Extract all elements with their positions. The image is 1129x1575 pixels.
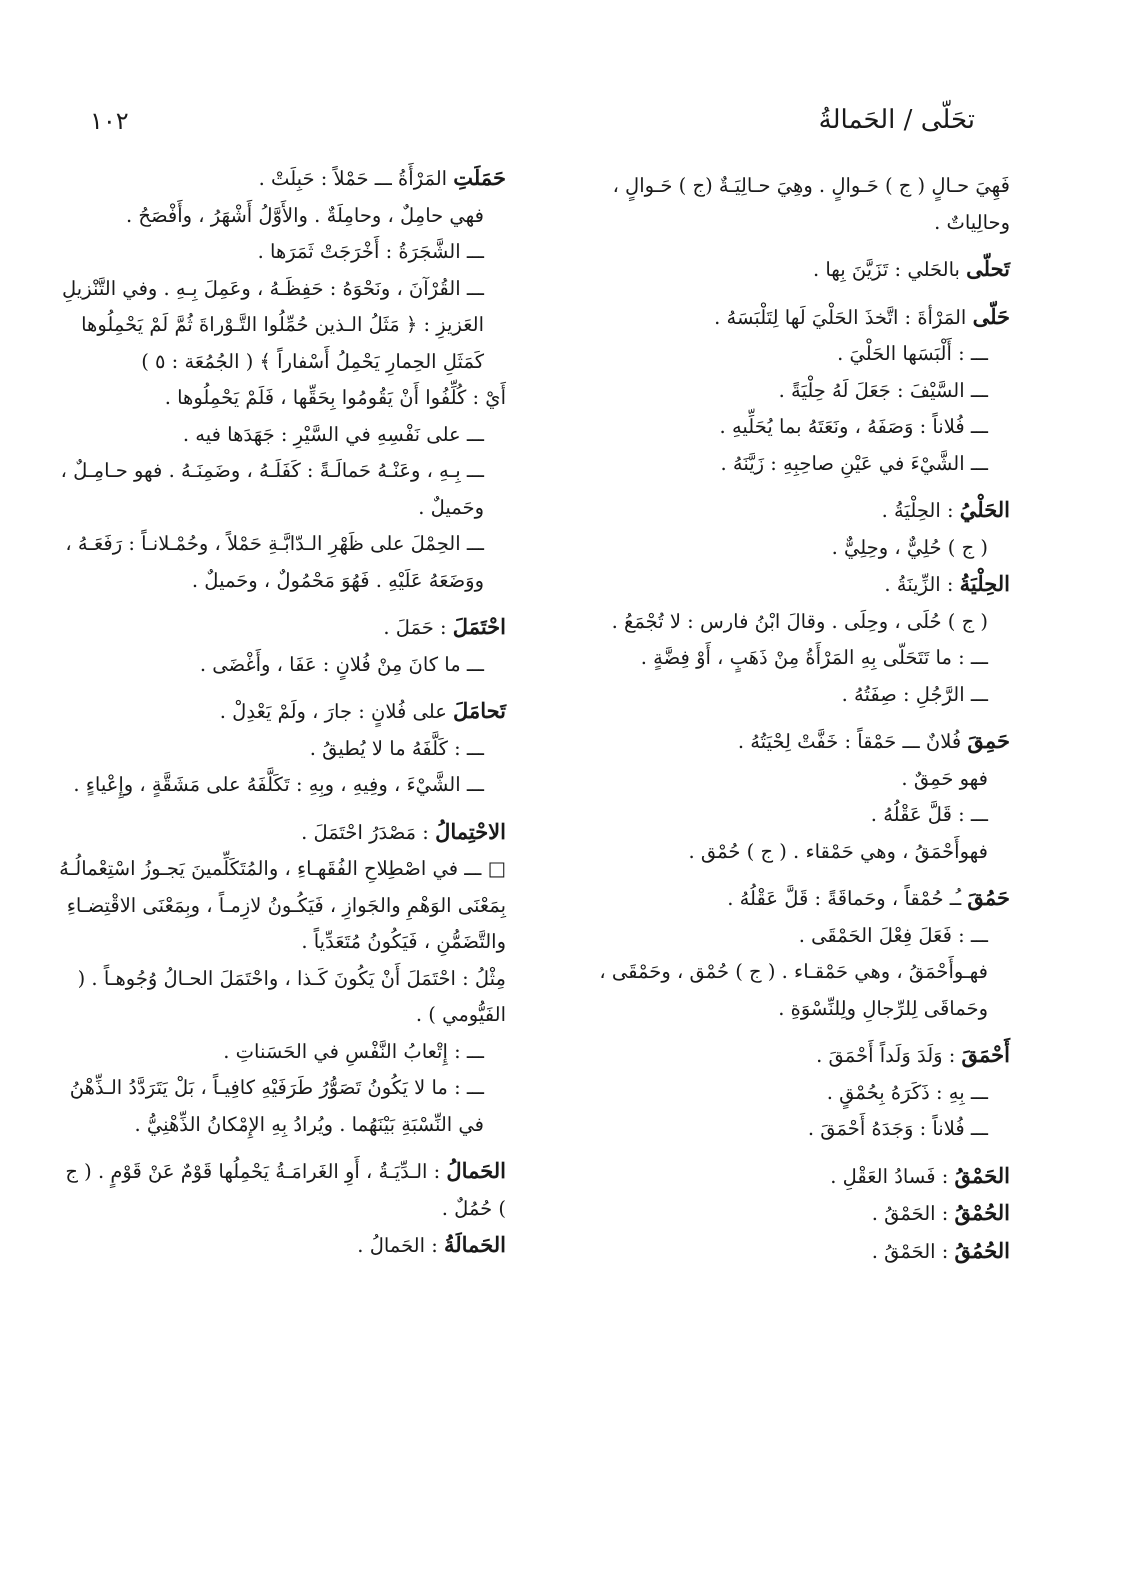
definition-text: ـــ : قَلَّ عَقْلُهُ . <box>870 803 988 826</box>
definition-text: مِثْلُ : احْتَمَلَ أَنْ يَكُونَ كَـذا ، واحْتَمَلَ الحـالُ وُجُوهـاً . ( الفَيُّومي ) . <box>77 966 506 1026</box>
dictionary-entry <box>568 723 1010 761</box>
definition-text: ـــ القُرْآنَ ، ونَحْوَهُ : حَفِظَـهُ ، وعَمِلَ بِـهِ . وفي التَّنْزيلِ العَزيزِ : ﴿ مَثَلُ الـذين حُمِّلُوا التَّـوْراةَ ثُمَّ لَمْ يَحْمِلُوها كَمَثَلِ الحِمارِ يَحْمِلُ أَسْفاراً ﴾ ( الجُمُعَة : ٥ ) <box>62 276 484 373</box>
dictionary-entry <box>568 797 1010 834</box>
dictionary-entry <box>58 160 506 198</box>
definition-text: فهـوأَحْمَقُ ، وهي حَمْقـاء . ( ج ) حُمْق ، وحَمْقَى ، وحَماقَى لِلرِّجالِ ولِلنِّسْوَةِ . <box>599 960 988 1020</box>
definition-text: بالحَلي : تَزَيَّنَ بِها . <box>812 258 967 281</box>
definition-text: ـــ السَّيْفَ : جَعَلَ لَهُ حِلْيَةً . <box>778 378 988 402</box>
dictionary-entry <box>568 640 1010 677</box>
definition-text: ـــ : أَلْبَسَها الحَلْيَ . <box>837 342 988 365</box>
headword: تَحلّى <box>966 256 1010 281</box>
dictionary-entry <box>568 530 1010 567</box>
definition-text: ـــ : إِتْعابُ النَّفْسِ في الحَسَناتِ . <box>223 1039 484 1063</box>
definition-text: : الـدِّيَـةُ ، أَوِ الغَرامَـةُ يَحْمِلُها قَوْمٌ عَنْ قَوْمٍ . ( ج ) حُمُلٌ . <box>65 1160 506 1220</box>
definition-text: ـــ فُلاناً : وَصَفَهُ ، ونَعَتَهُ بما يُحَلِّيهِ . <box>719 415 988 438</box>
headword: احْتَمَلَ <box>452 614 506 639</box>
headword: الحَمْقُ <box>954 1162 1010 1188</box>
right-column <box>568 168 1010 1270</box>
definition-text: فُلانٌ ـــ حَمْقاً : خَفَّتْ لِحْيَتُهُ . <box>737 730 968 753</box>
dictionary-entry <box>568 336 1010 373</box>
headword: تَحامَلَ <box>453 698 506 723</box>
dictionary-entry <box>568 1233 1010 1271</box>
definition-text: ـــ الشَّيْءَ ، وفِيهِ ، وبِهِ : تَكَلَّفَهُ على مَشَقَّةٍ ، وإِعْياءٍ . <box>73 773 484 796</box>
definition-text: فهوأَحْمَقُ ، وهي حَمْقاء . ( ج ) حُمْق . <box>688 839 988 863</box>
dictionary-entry <box>58 1227 506 1265</box>
headword: الحُمُقُ <box>954 1237 1010 1263</box>
definition-text: ـــ على نَفْسِهِ في السَّيْرِ : جَهَدَها فيه . <box>182 422 484 446</box>
dictionary-entry <box>58 647 506 684</box>
dictionary-entry <box>58 609 506 647</box>
headword: الحَمالُ <box>446 1158 506 1183</box>
definition-text: ـــ : كَلَّفَهُ ما لا يُطيقُ . <box>309 736 484 760</box>
definition-text: على فُلانٍ : جارَ ، ولَمْ يَعْدِلْ . <box>219 700 454 723</box>
dictionary-entry <box>568 954 1010 1027</box>
dictionary-entry <box>58 380 506 417</box>
definition-text: ـــ فُلاناً : وَجَدَهُ أَحْمَقَ . <box>807 1117 988 1140</box>
definition-text: ـــ الحِمْلَ على ظَهْرِ الـدّابَّـةِ حَمْلاً ، وحُمْـلانـاً : رَفَعَـهُ ، ووَضَعَهُ عَلَيْهِ . فَهُوَ مَحْمُولٌ ، وحَميلٌ . <box>65 532 484 592</box>
headword: أَحْمَقَ <box>961 1042 1010 1067</box>
dictionary-entry <box>58 1153 506 1227</box>
dictionary-entry <box>568 604 1010 641</box>
dictionary-entry <box>58 851 506 961</box>
definition-text: ـُـ حُمْقاً ، وحَماقَةً : قَلَّ عَقْلُهُ . <box>727 887 968 910</box>
definition-text: : الحِلْيَةُ . <box>881 499 960 522</box>
definition-text: □ ـــ في اصْطِلاحِ الفُقَهـاءِ ، والمُتَكَلِّمينَ يَجـوزُ اسْتِعْمالُـهُ بِمَعْنَى الوَهْمِ والجَوازِ ، فَيَكُـونُ لازِمـاً ، وبِمَعْنَى الاقْتِضـاءِ والتَّضَمُّنِ ، فَيَكُونُ مُتَعَدِّياً . <box>59 857 506 953</box>
page-number: ١٠٢ <box>90 107 129 135</box>
dictionary-entry <box>58 693 506 731</box>
definition-text: : وَلَدَ وَلَداً أَحْمَقَ . <box>816 1044 962 1067</box>
dictionary-entry <box>58 417 506 454</box>
definition-text: ـــ : ما لا يَكُونُ تَصَوُّرُ طَرَفَيْهِ كافِيـاً ، بَلْ يَتَرَدَّدُ الـذِّهْنُ في النِّسْبَةِ بَيْنَهُما . ويُرادُ بِهِ الإِمْكانُ الذِّهْنِيُّ . <box>69 1076 484 1136</box>
dictionary-entry <box>568 409 1010 446</box>
definition-text: المَرْأَةُ ـــ حَمْلاً : حَبِلَتْ . <box>258 167 454 190</box>
definition-text: ( ج ) حُلَى ، وحِلَى . وقالَ ابْنُ فارس : لا تُجْمَعُ . <box>611 609 988 633</box>
definition-text: فَهِيَ حـالٍ ( ج ) حَـوالٍ . وهِيَ حـالِيَـةٌ (ج ) حَـوالٍ ، وحالِياتٌ . <box>612 174 1010 234</box>
definition-text: : الزِّينَةُ . <box>884 573 960 596</box>
dictionary-entry <box>58 731 506 768</box>
dictionary-entry <box>568 918 1010 955</box>
definition-text: ـــ بِـهِ ، وعَنْـهُ حَمالَـةً : كَفَلَـهُ ، وضَمِنَـهُ . فهو حـامِـلٌ ، وحَميلٌ . <box>60 459 484 519</box>
dictionary-entry <box>568 834 1010 871</box>
definition-text: أَيْ : كُلِّفُوا أَنْ يَقُومُوا بِحَقِّها ، فَلَمْ يَحْمِلُوها . <box>164 386 506 409</box>
definition-text: : مَصْدَرُ احْتَمَلَ . <box>301 820 436 844</box>
definition-text: ( ج ) حُلِيٌّ ، وحِلِيٌّ . <box>831 535 988 559</box>
dictionary-entry <box>58 271 506 381</box>
headword: الحِلْيَةُ <box>959 571 1010 596</box>
dictionary-entry <box>568 1037 1010 1075</box>
dictionary-entry <box>568 373 1010 410</box>
dictionary-entry <box>58 453 506 526</box>
definition-text: : الحَمْقُ . <box>871 1239 955 1263</box>
definition-text: ـــ : ما تَتَحَلّى بِهِ المَرْأَةُ مِنْ ذَهَبٍ ، أَوْ فِضَّةٍ . <box>640 646 988 669</box>
dictionary-entry <box>568 446 1010 483</box>
headword: الاحْتِمالُ <box>435 818 506 844</box>
definition-text: : حَمَلَ . <box>383 616 453 639</box>
dictionary-entry <box>58 814 506 852</box>
definition-text: : فَسادُ العَقْلِ . <box>830 1164 955 1188</box>
dictionary-entry <box>568 251 1010 289</box>
dictionary-entry <box>58 961 506 1034</box>
headword: حَمُقَ <box>967 885 1010 910</box>
dictionary-entry <box>568 1158 1010 1196</box>
dictionary-entry <box>58 198 506 235</box>
headword: الحَلْيُ <box>959 497 1010 522</box>
dictionary-entry <box>568 1111 1010 1148</box>
dictionary-entry <box>58 234 506 271</box>
dictionary-entry <box>568 1075 1010 1112</box>
headword: حَلّى <box>972 303 1010 329</box>
dictionary-entry <box>568 1195 1010 1233</box>
dictionary-entry <box>568 566 1010 604</box>
definition-text: ـــ ما كانَ مِنْ فُلانٍ : عَفَا ، وأَغْضَى . <box>199 652 484 676</box>
headword: حَمِقَ <box>967 728 1010 753</box>
definition-text: ـــ : فَعَلَ فِعْلَ الحَمْقَى . <box>798 923 988 947</box>
headword: الحَمالَةُ <box>444 1232 506 1257</box>
dictionary-entry <box>568 677 1010 714</box>
page-header <box>80 105 975 145</box>
dictionary-entry <box>58 1034 506 1071</box>
definition-text: فهو حَمِقٌ . <box>901 766 988 790</box>
headword: حَمَلَتِ <box>453 165 506 190</box>
definition-text: ـــ الشَّيْءَ في عَيْنِ صاحِبِهِ : زَيَّنَهُ . <box>720 451 988 475</box>
dictionary-entry <box>568 880 1010 918</box>
dictionary-entry <box>568 761 1010 798</box>
definition-text: فهي حامِلٌ ، وحامِلَةٌ . والأَوَّلُ أَشْهَرُ ، وأَفْصَحُ . <box>125 203 484 227</box>
definition-text: المَرْأةَ : اتَّخذَ الحَلْيَ لَها لِتَلْبَسَهُ . <box>714 305 973 329</box>
dictionary-entry <box>568 299 1010 337</box>
dictionary-entry <box>568 168 1010 241</box>
left-column <box>58 160 506 1265</box>
definition-text: ـــ الشَّجَرَةُ : أَخْرَجَتْ ثَمَرَها . <box>257 240 484 263</box>
dictionary-entry <box>58 767 506 804</box>
definition-text: : الحَمْقُ . <box>871 1202 955 1225</box>
dictionary-entry <box>568 492 1010 530</box>
headword: الحُمْقُ <box>954 1200 1010 1225</box>
running-title: تحَلّى / الحَمالةُ <box>818 105 975 135</box>
dictionary-entry <box>58 1070 506 1143</box>
definition-text: ـــ بِهِ : ذَكَرَهُ بِحُمْقٍ . <box>826 1080 988 1104</box>
definition-text: : الحَمالُ . <box>357 1234 444 1257</box>
definition-text: ـــ الرَّجُلِ : صِفَتُهُ . <box>841 682 988 706</box>
dictionary-entry <box>58 526 506 599</box>
